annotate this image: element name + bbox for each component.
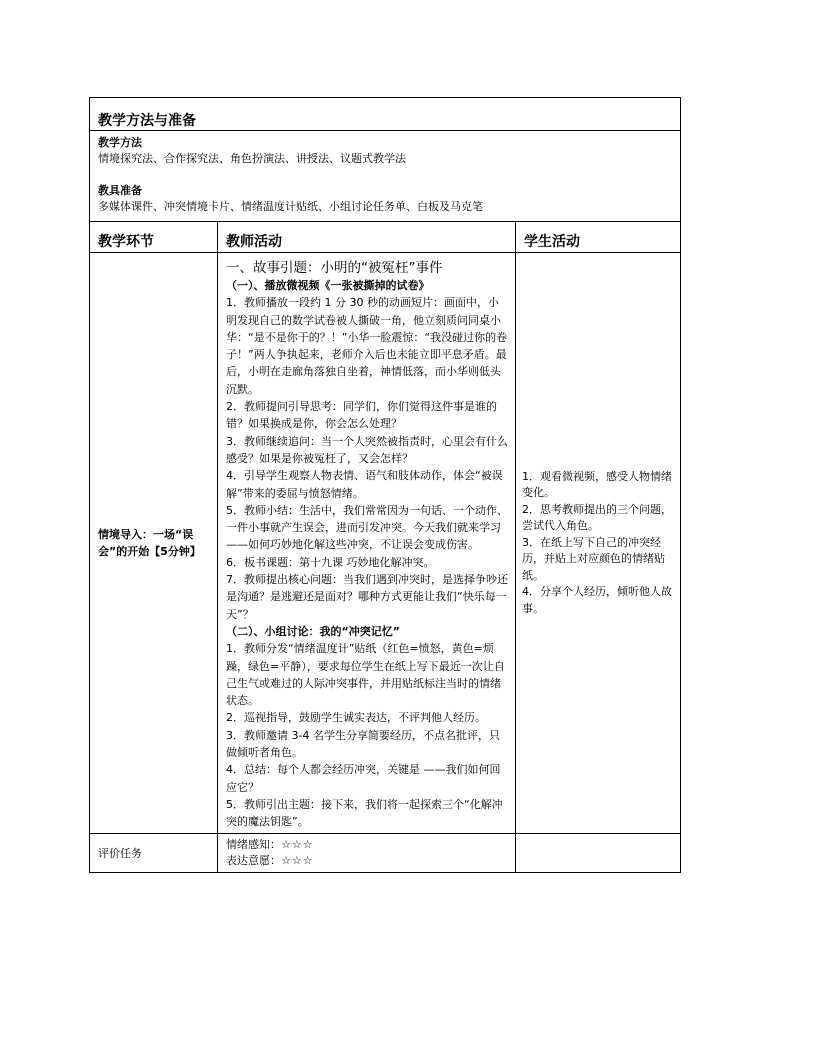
preparation-cell bbox=[90, 131, 681, 222]
column-header-student: 学生活动 bbox=[516, 222, 681, 253]
materials-label: 教具准备 bbox=[98, 184, 142, 197]
stage-cell bbox=[90, 253, 218, 834]
student-item: 4．分享个人经历，倾听他人故事。 bbox=[522, 585, 672, 615]
student-activity-cell bbox=[516, 253, 681, 834]
part1-item: 7．教师提出核心问题：当我们遇到冲突时，是选择争吵还是沟通？是逃避还是面对？哪种方式更能让我们“快乐每一天”？ bbox=[226, 573, 508, 621]
part1-item: 1．教师播放一段约 1 分 30 秒的动画短片：画面中，小明发现自己的数学试卷被人撕破一角，他立刻质问同桌小华：“是不是你干的？！”小华一脸震惊：“我没碰过你的卷子！”两人争执起来，老师介入后也未能立即平息矛盾。最后，小明在走廊角落独自坐着，神情低落，而小华则低头沉默。 bbox=[226, 296, 508, 396]
part2-item: 1．教师分发“情绪温度计”贴纸（红色=愤怒，黄色=烦躁，绿色=平静），要求每位学生在纸上写下最近一次让自己生气或难过的人际冲突事件，并用贴纸标注当时的情绪状态。 bbox=[226, 642, 505, 708]
materials-text: 多媒体课件、冲突情境卡片、情绪温度计贴纸、小组讨论任务单、白板及马克笔 bbox=[98, 200, 483, 213]
evaluation-label: 评价任务 bbox=[90, 833, 218, 872]
title-row bbox=[90, 98, 681, 131]
part1-item: 4．引导学生观察人物表情、语气和肢体动作，体会“被误解”带来的委屈与愤怒情绪。 bbox=[226, 469, 503, 500]
student-item: 2．思考教师提出的三个问题，尝试代入角色。 bbox=[522, 502, 672, 532]
column-header-stage: 教学环节 bbox=[90, 222, 218, 253]
part2-item: 5．教师引出主题：接下来，我们将一起探索三个“化解冲突的魔法钥匙”。 bbox=[226, 797, 503, 829]
methods-label: 教学方法 bbox=[98, 136, 142, 149]
student-item: 3．在纸上写下自己的冲突经历，并贴上对应颜色的情绪贴纸。 bbox=[522, 535, 665, 582]
methods-text: 情境探究法、合作探究法、角色扮演法、讲授法、议题式教学法 bbox=[98, 152, 406, 165]
part1-title: （一）、播放微视频《一张被撕掉的试卷》 bbox=[226, 279, 430, 292]
part2-item: 2．巡视指导，鼓励学生诚实表达，不评判他人经历。 bbox=[226, 711, 486, 725]
student-item: 1．观看微视频，感受人物情绪变化。 bbox=[522, 469, 672, 499]
teacher-activity-cell bbox=[218, 253, 516, 834]
criterion-name: 情绪感知： bbox=[226, 837, 281, 851]
evaluation-empty-cell bbox=[516, 833, 681, 872]
star-rating: ☆☆☆ bbox=[281, 853, 314, 867]
part2-item: 3．教师邀请 3-4 名学生分享简要经历，不点名批评，只做倾听者角色。 bbox=[226, 728, 500, 760]
evaluation-row bbox=[90, 833, 681, 872]
part2-item: 4．总结：每个人都会经历冲突，关键是 ——我们如何回应它？ bbox=[226, 763, 501, 794]
criterion-row bbox=[226, 837, 515, 853]
part2-title: （二）、小组讨论：我的“冲突记忆” bbox=[226, 624, 400, 638]
section-title: 教学方法与准备 bbox=[90, 98, 681, 131]
lesson-plan-table bbox=[89, 97, 681, 873]
teacher-section-title: 一、故事引题：小明的“被冤枉”事件 bbox=[226, 260, 443, 276]
evaluation-criteria-cell bbox=[218, 833, 516, 872]
column-header-row bbox=[90, 222, 681, 253]
stage-name: 情境导入：一场“误会”的开始【5分钟】 bbox=[98, 527, 201, 558]
star-rating: ☆☆☆ bbox=[281, 837, 314, 851]
part1-item: 2．教师提问引导思考：同学们，你们觉得这件事是谁的错？如果换成是你，你会怎么处理？ bbox=[226, 400, 497, 431]
part1-item: 5．教师小结：生活中，我们常常因为一句话、一个动作、一件小事就产生误会，进而引发冲突。今天我们就来学习 ——如何巧妙地化解这些冲突，不让误会变成伤害。 bbox=[226, 503, 508, 552]
activity-row bbox=[90, 253, 681, 834]
criterion-row bbox=[226, 853, 515, 869]
preparation-row bbox=[90, 131, 681, 222]
criterion-name: 表达意愿： bbox=[226, 853, 281, 867]
column-header-teacher: 教师活动 bbox=[218, 222, 516, 253]
part1-item: 6．板书课题：第十九课 巧妙地化解冲突。 bbox=[226, 555, 435, 569]
part1-item: 3．教师继续追问：当一个人突然被指责时，心里会有什么感受？如果是你被冤枉了，又会怎样？ bbox=[226, 434, 508, 465]
lesson-plan-document bbox=[89, 97, 680, 873]
